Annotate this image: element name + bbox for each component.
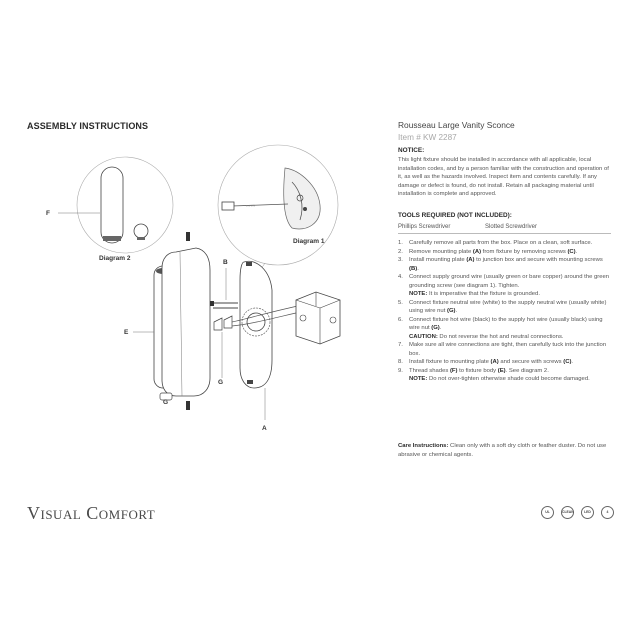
assembly-diagram <box>0 0 380 440</box>
step-note <box>409 290 613 299</box>
step-note-label: CAUTION: <box>409 333 438 340</box>
divider <box>398 233 611 234</box>
svg-text:G: G <box>163 399 169 406</box>
brand-logo: Visual Comfort <box>27 503 156 523</box>
step-note-text: Do not over-tighten otherwise shade could become damaged. <box>427 376 590 382</box>
label-f: F <box>46 210 50 217</box>
step-text: Install fixture to mounting plate <box>409 359 491 365</box>
step-text: to junction box and secure with mounting screws <box>474 257 603 263</box>
steps-list <box>398 239 613 384</box>
step-text: . <box>417 265 419 272</box>
step-part-ref: (A) <box>472 248 482 255</box>
care-heading: Care Instructions: <box>398 443 449 449</box>
diagram-2-circle <box>77 157 173 253</box>
step-number: 5. <box>398 299 403 306</box>
led-badge: LED <box>581 506 594 519</box>
step-text: Remove mounting plate <box>409 248 473 255</box>
step-text: Make sure all wire connections are tight, then carefully tuck into the junction box. <box>409 342 607 357</box>
tools-heading: TOOLS REQUIRED (NOT INCLUDED): <box>398 212 512 219</box>
diagram-2-label: Diagram 2 <box>99 255 131 262</box>
step-number: 4. <box>398 274 403 280</box>
step-item <box>398 367 613 384</box>
count-badge: 4 <box>601 506 614 519</box>
step-text: Thread shades <box>409 367 450 374</box>
step-text: Connect supply ground wire (usually green or bare copper) around the green grounding screw (see diagram 1). Tighten. <box>409 274 610 289</box>
shade-globe <box>134 224 148 238</box>
label-g: G <box>218 379 224 386</box>
step-number: 3. <box>398 257 403 263</box>
step-number: 2. <box>398 248 403 255</box>
step-item <box>398 316 613 342</box>
step-text: Install mounting plate <box>409 257 467 263</box>
product-title: Rousseau Large Vanity Sconce <box>398 120 515 130</box>
step-item <box>398 358 613 367</box>
backplate <box>162 248 210 396</box>
step-part-ref: (E) <box>497 367 506 374</box>
step-text: . <box>575 248 578 255</box>
step-item <box>398 248 613 257</box>
step-text: Connect fixture hot wire (black) to the supply hot wire (usually black) using wire nut <box>409 316 603 331</box>
step-number: 7. <box>398 342 403 348</box>
step-item <box>398 256 613 273</box>
diagram-1-label: Diagram 1 <box>293 238 325 245</box>
care-text: Clean only with a soft dry cloth or feather duster. Do not use abrasive or chemical agents. <box>398 443 607 458</box>
notice-heading: NOTICE: <box>398 147 425 154</box>
step-text: from fixture by removing screws <box>481 248 568 255</box>
step-text: Carefully remove all parts from the box. Place on a clean, soft surface. <box>409 240 593 246</box>
step-part-ref: (B) <box>409 265 418 272</box>
tools-list <box>398 224 611 230</box>
step-text: Connect fixture neutral wire (white) to the supply neutral wire (usually white) using wire nut <box>409 299 607 314</box>
label-e: E <box>124 329 129 336</box>
step-text: . <box>439 325 442 331</box>
ul-listed-badge: UL <box>541 506 554 519</box>
notice-text: This light fixture should be installed in accordance with all applicable, local installation codes, and by a person familiar with the construction and operation of it, as well as the hazards involved. Inspect item and contents carefully. If any damage or defect is found, do not install. Retain all packaging material until installation is complete and approved. <box>398 157 609 198</box>
junction-box <box>296 292 340 344</box>
step-part-ref: (C) <box>563 359 572 365</box>
step-note <box>409 375 613 384</box>
shade-f <box>101 167 123 243</box>
step-number: 9. <box>398 367 403 374</box>
step-number: 8. <box>398 359 403 365</box>
step-item <box>398 341 613 358</box>
step-text: . <box>455 308 458 314</box>
step-number: 6. <box>398 316 403 323</box>
tool-item: Slotted Screwdriver <box>485 224 538 230</box>
step-part-ref: (F) <box>449 367 458 374</box>
step-part-ref: (G) <box>431 325 440 331</box>
label-b: B <box>223 259 228 266</box>
step-text: and secure with screws <box>498 359 564 365</box>
step-note-label: NOTE: <box>409 376 428 382</box>
step-note <box>409 333 613 342</box>
step-part-ref: (C) <box>567 248 576 255</box>
step-item <box>398 299 613 316</box>
step-note-text: It is imperative that the fixture is grounded. <box>427 291 540 297</box>
step-item <box>398 239 613 248</box>
step-text: . <box>571 359 574 365</box>
assembly-instructions-title: ASSEMBLY INSTRUCTIONS <box>27 121 149 131</box>
item-number: Item # KW 2287 <box>398 133 457 142</box>
step-part-ref: (A) <box>466 257 475 263</box>
step-part-ref: (A) <box>490 359 499 365</box>
screw-c-top <box>186 232 190 241</box>
step-part-ref: (G) <box>446 308 456 314</box>
step-item <box>398 273 613 299</box>
step-number: 1. <box>398 240 403 246</box>
step-text: to fixture body <box>457 367 498 374</box>
care-instructions <box>398 442 613 460</box>
screw-c-bottom <box>186 401 190 410</box>
clean-badge: CLEAN <box>561 506 574 519</box>
label-a: A <box>262 425 267 432</box>
shade-f-base <box>103 236 121 241</box>
tool-item: Phillips Screwdriver <box>398 224 451 230</box>
step-text: . See diagram 2. <box>505 367 549 374</box>
step-note-text: Do not reverse the hot and neutral connections. <box>437 333 564 340</box>
step-note-label: NOTE: <box>409 291 428 297</box>
